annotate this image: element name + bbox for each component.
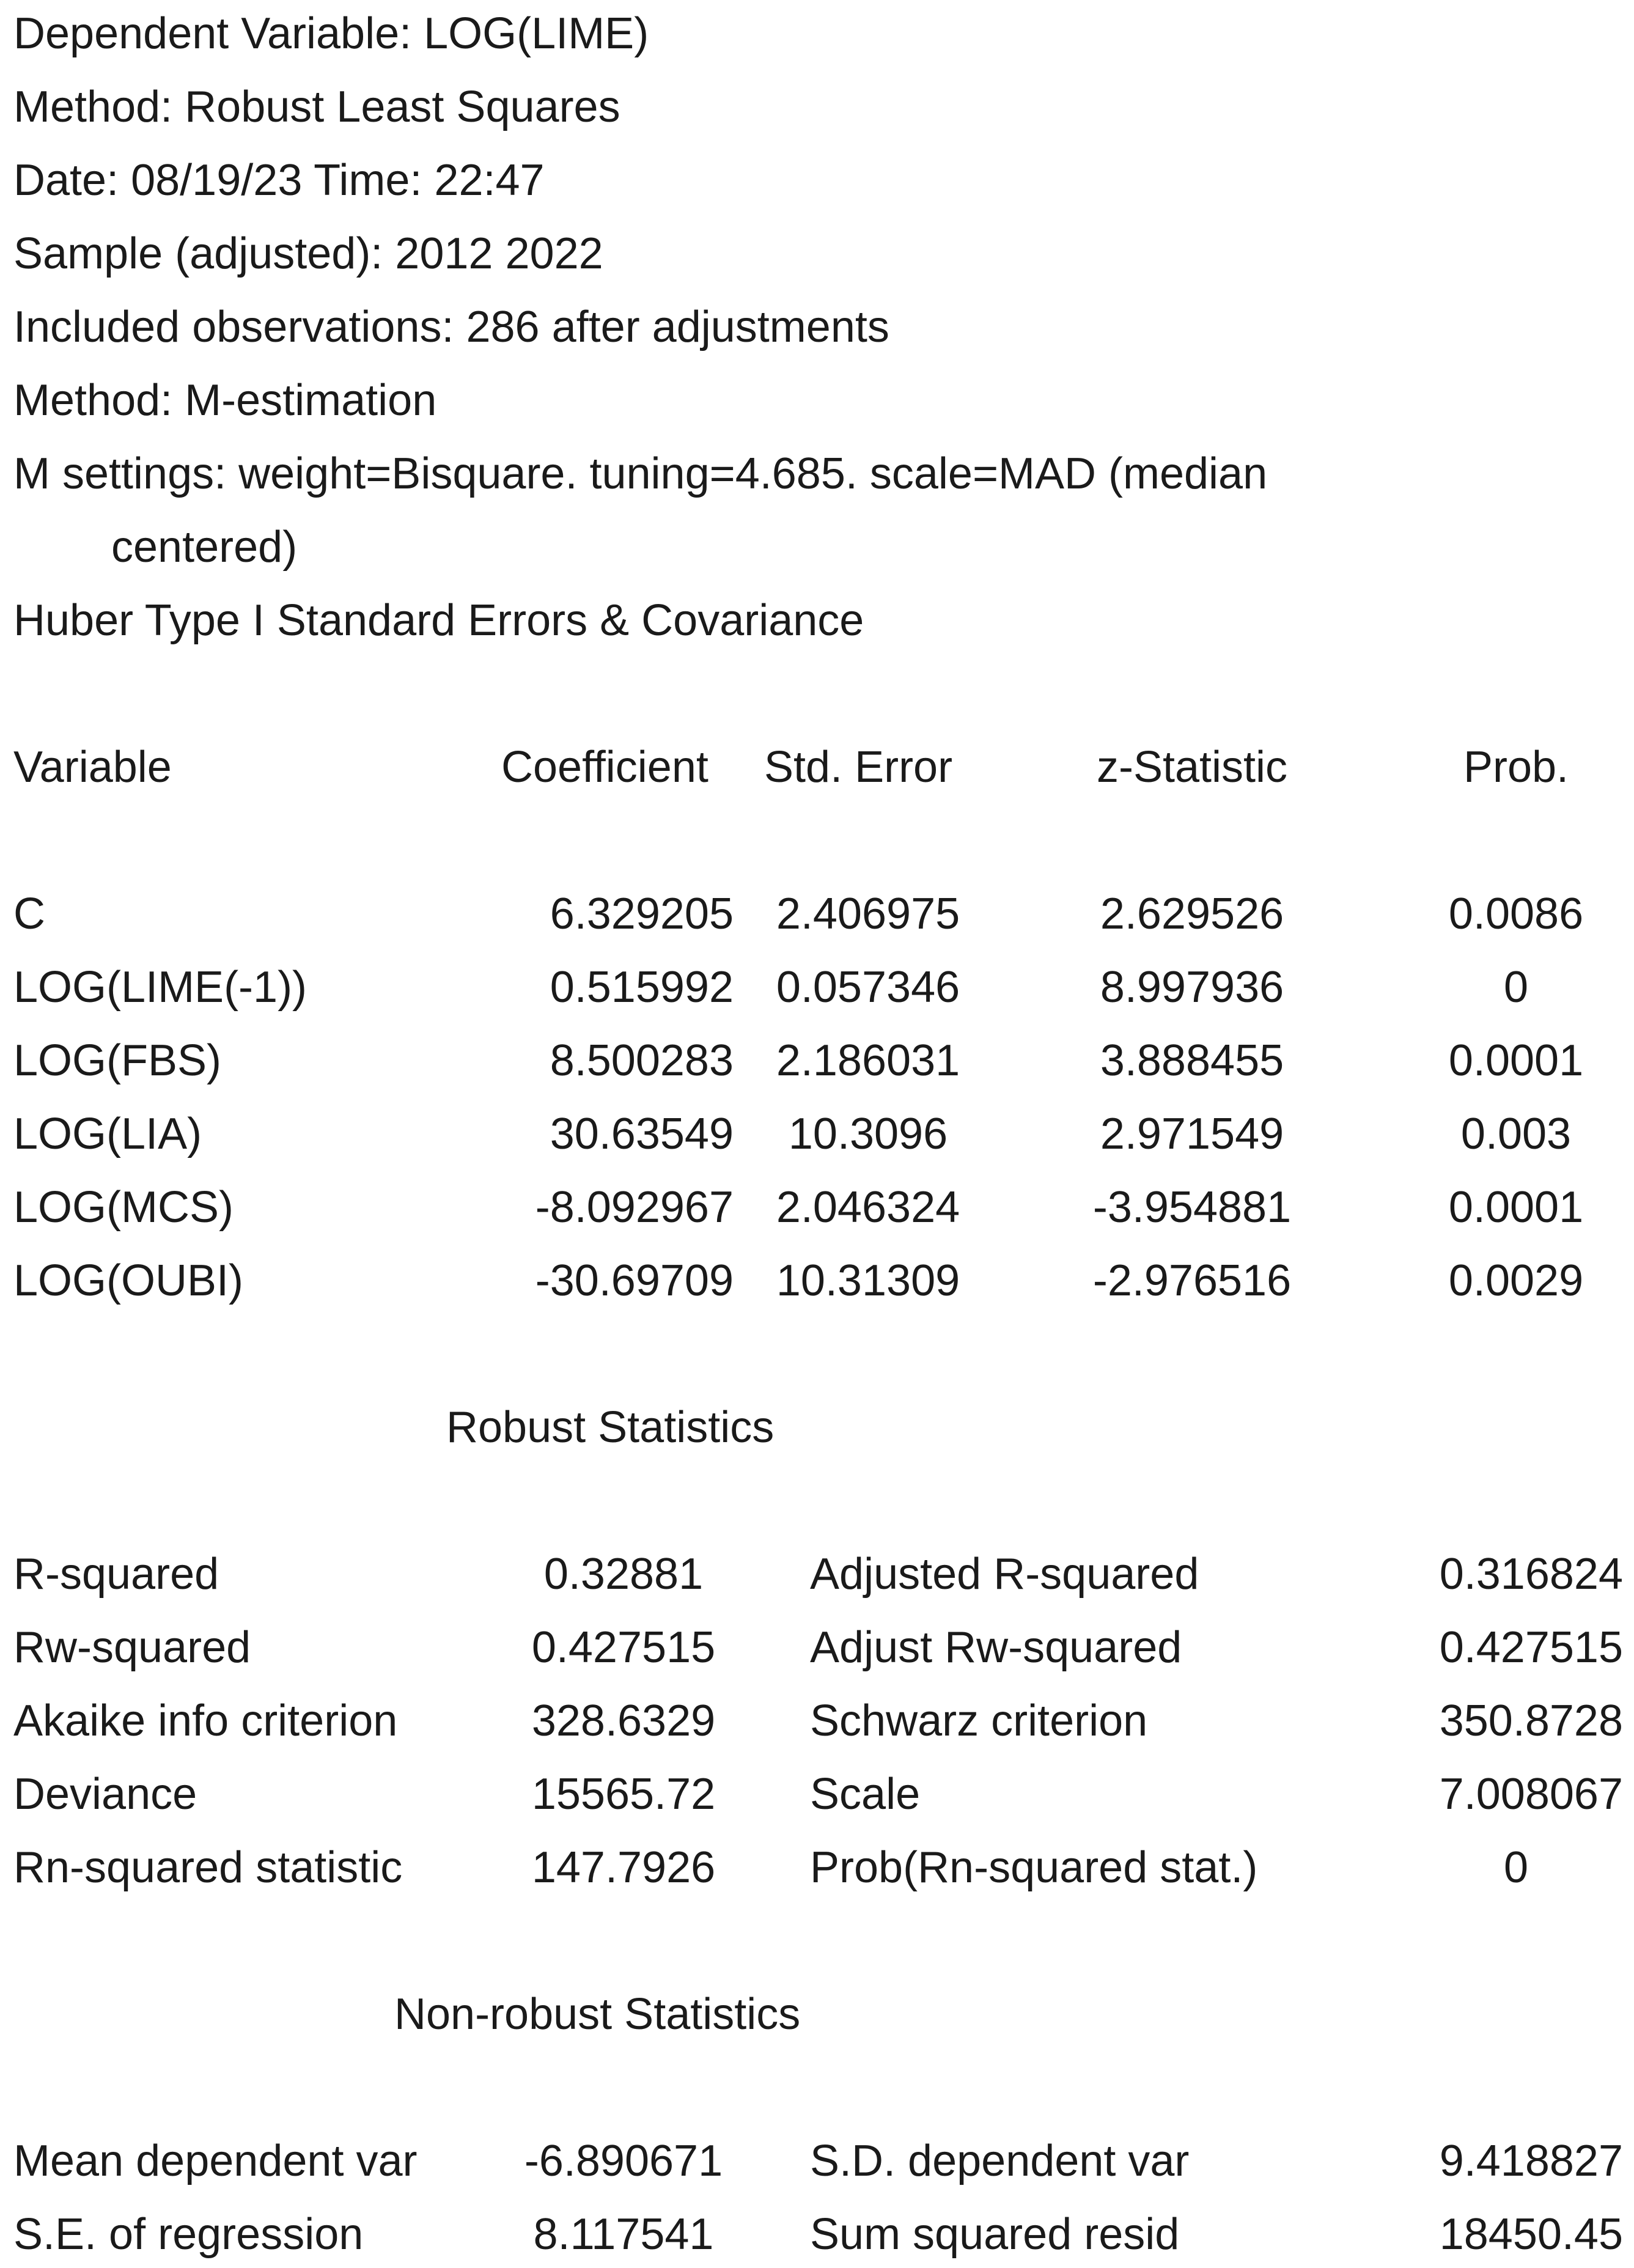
z-statistic-value: 8.997936 [1100,963,1284,1012]
stat-label: Schwarz criterion [810,1696,1148,1745]
column-header-coefficient: Coefficient [501,743,708,792]
stat-label: Sum squared resid [810,2210,1180,2259]
variable-name: LOG(LIA) [13,1110,202,1158]
stat-label: Scale [810,1770,921,1819]
coefficient-value: 6.329205 [550,889,734,938]
stat-label: Prob(Rn-squared stat.) [810,1843,1258,1892]
column-header-prob: Prob. [1463,743,1569,792]
std-error-value: 2.186031 [776,1036,960,1085]
observations-line: Included observations: 286 after adjustments [13,303,889,352]
estimation-method-line: Method: M-estimation [13,376,437,425]
stat-label: S.E. of regression [13,2210,364,2259]
stat-label: Rw-squared [13,1623,251,1672]
z-statistic-value: 2.971549 [1100,1110,1284,1158]
dependent-variable-line: Dependent Variable: LOG(LIME) [13,9,649,58]
std-error-value: 10.3096 [788,1110,948,1158]
stat-label: S.D. dependent var [810,2137,1190,2185]
variable-name: LOG(OUBI) [13,1256,244,1305]
stat-label: Mean dependent var [13,2137,418,2185]
stat-value: 0.316824 [1439,1550,1623,1599]
z-statistic-value: 3.888455 [1100,1036,1284,1085]
stat-value: 18450.45 [1439,2210,1623,2259]
robust-statistics-title: Robust Statistics [446,1403,775,1452]
coefficient-value: 0.515992 [550,963,734,1012]
prob-value: 0.0001 [1448,1036,1584,1085]
coefficient-value: 8.500283 [550,1036,734,1085]
z-statistic-value: -2.976516 [1092,1256,1292,1305]
stat-label: Adjust Rw-squared [810,1623,1182,1672]
m-settings-continuation: centered) [111,523,298,572]
stat-value: 9.418827 [1439,2137,1623,2185]
variable-name: C [13,889,45,938]
date-time-line: Date: 08/19/23 Time: 22:47 [13,156,545,205]
stat-label: Akaike info criterion [13,1696,398,1745]
stat-value: -6.890671 [524,2137,723,2185]
stat-value: 0.32881 [543,1550,704,1599]
stat-label: R-squared [13,1550,219,1599]
std-error-value: 2.046324 [776,1183,960,1232]
prob-value: 0.003 [1460,1110,1572,1158]
stat-value: 8.117541 [533,2210,714,2259]
prob-value: 0.0001 [1448,1183,1584,1232]
stat-label: Deviance [13,1770,197,1819]
coefficient-value: -30.69709 [535,1256,734,1305]
column-header-std-error: Std. Error [764,743,953,792]
std-error-value: 2.406975 [776,889,960,938]
standard-errors-line: Huber Type I Standard Errors & Covariance [13,596,864,645]
z-statistic-value: -3.954881 [1092,1183,1292,1232]
prob-value: 0.0029 [1448,1256,1584,1305]
sample-line: Sample (adjusted): 2012 2022 [13,229,603,278]
stat-value: 350.8728 [1439,1696,1623,1745]
variable-name: LOG(LIME(-1)) [13,963,307,1012]
stat-value: 0 [1503,1843,1529,1892]
z-statistic-value: 2.629526 [1100,889,1284,938]
coefficient-value: -8.092967 [535,1183,734,1232]
stat-value: 0.427515 [1439,1623,1623,1672]
column-header-variable: Variable [13,743,172,792]
stat-value: 147.7926 [531,1843,716,1892]
variable-name: LOG(FBS) [13,1036,222,1085]
m-settings-line: M settings: weight=Bisquare. tuning=4.685. scale=MAD (median [13,449,1268,498]
method-line: Method: Robust Least Squares [13,83,620,131]
coefficient-value: 30.63549 [550,1110,734,1158]
prob-value: 0.0086 [1448,889,1584,938]
std-error-value: 0.057346 [776,963,960,1012]
nonrobust-statistics-title: Non-robust Statistics [394,1990,801,2039]
stat-value: 15565.72 [531,1770,716,1819]
variable-name: LOG(MCS) [13,1183,234,1232]
column-header-z-statistic: z-Statistic [1096,743,1288,792]
stat-value: 328.6329 [531,1696,716,1745]
stat-label: Rn-squared statistic [13,1843,403,1892]
std-error-value: 10.31309 [776,1256,960,1305]
stat-value: 0.427515 [531,1623,716,1672]
stat-value: 7.008067 [1439,1770,1623,1819]
stat-label: Adjusted R-squared [810,1550,1199,1599]
prob-value: 0 [1503,963,1529,1012]
